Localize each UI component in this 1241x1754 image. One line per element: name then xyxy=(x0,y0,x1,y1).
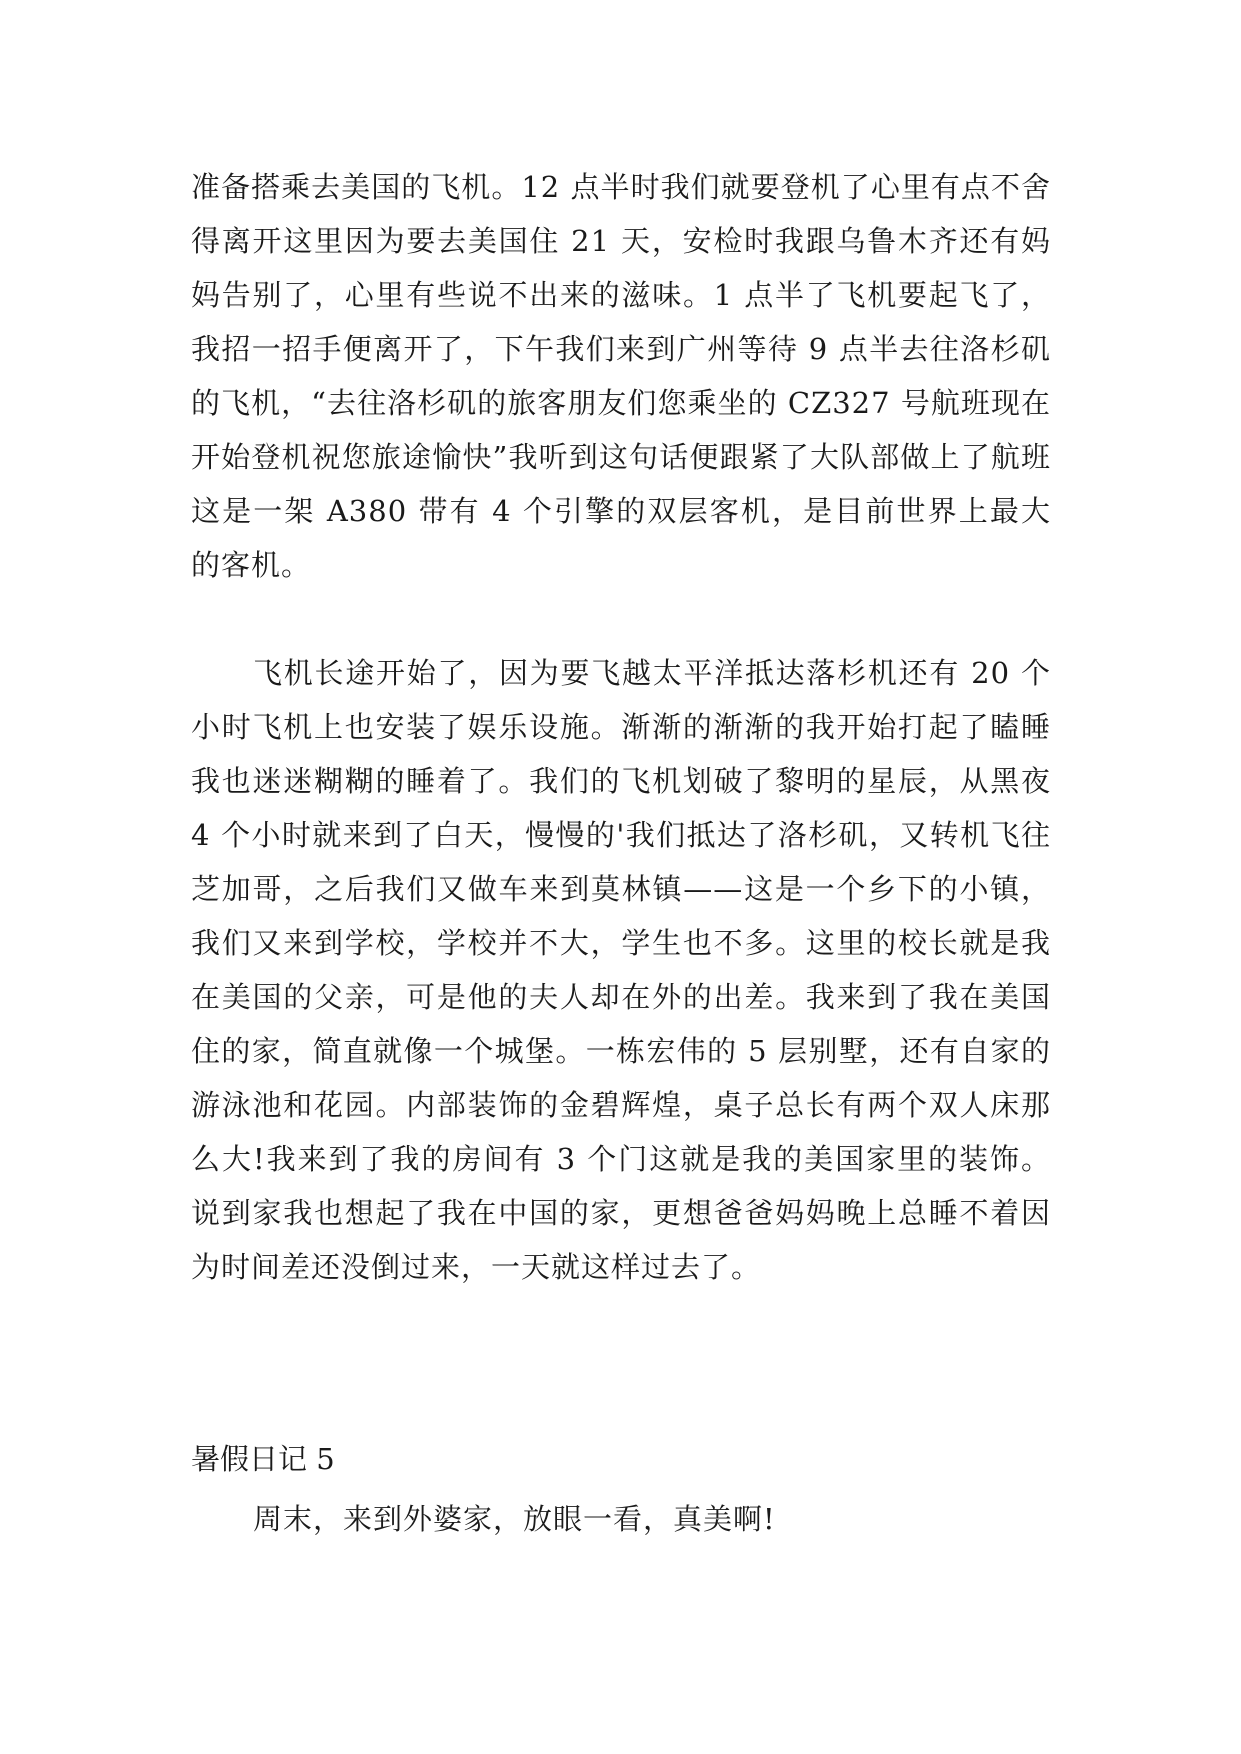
section-heading: 暑假日记 5 xyxy=(191,1442,335,1476)
body-paragraph: 准备搭乘去美国的飞机。12 点半时我们就要登机了心里有点不舍得离开这里因为要去美国住 21 天，安检时我跟乌鲁木齐还有妈妈告别了，心里有些说不出来的滋味。1 点半了飞机要起飞了，我招一招手便离开了，下午我们来到广州等待 9 点半去往洛杉矶的飞机，“去往洛杉矶的旅客朋友们您乘坐的 CZ327 号航班现在开始登机祝您旅途愉快”我听到这句话便跟紧了大队部做上了航班这是一架 A380 带有 4 个引擎的双层客机，是目前世界上最大的客机。 xyxy=(191,170,1051,582)
body-paragraph: 飞机长途开始了，因为要飞越太平洋抵达落杉机还有 20 个小时飞机上也安装了娱乐设施。渐渐的渐渐的我开始打起了瞌睡我也迷迷糊糊的睡着了。我们的飞机划破了黎明的星辰，从黑夜 4 个小时就来到了白天，慢慢的'我们抵达了洛杉矶，又转机飞往芝加哥，之后我们又做车来到莫林镇——这是一个乡下的小镇，我们又来到学校，学校并不大，学生也不多。这里的校长就是我在美国的父亲，可是他的夫人却在外的出差。我来到了我在美国住的家，简直就像一个城堡。一栋宏伟的 5 层别墅，还有自家的游泳池和花园。内部装饰的金碧辉煌，桌子总长有两个双人床那么大!我来到了我的房间有 3 个门这就是我的美国家里的装饰。说到家我也想起了我在中国的家，更想爸爸妈妈晚上总睡不着因为时间差还没倒过来，一天就这样过去了。 xyxy=(191,656,1051,1284)
body-paragraph: 周末，来到外婆家，放眼一看，真美啊! xyxy=(253,1502,776,1536)
